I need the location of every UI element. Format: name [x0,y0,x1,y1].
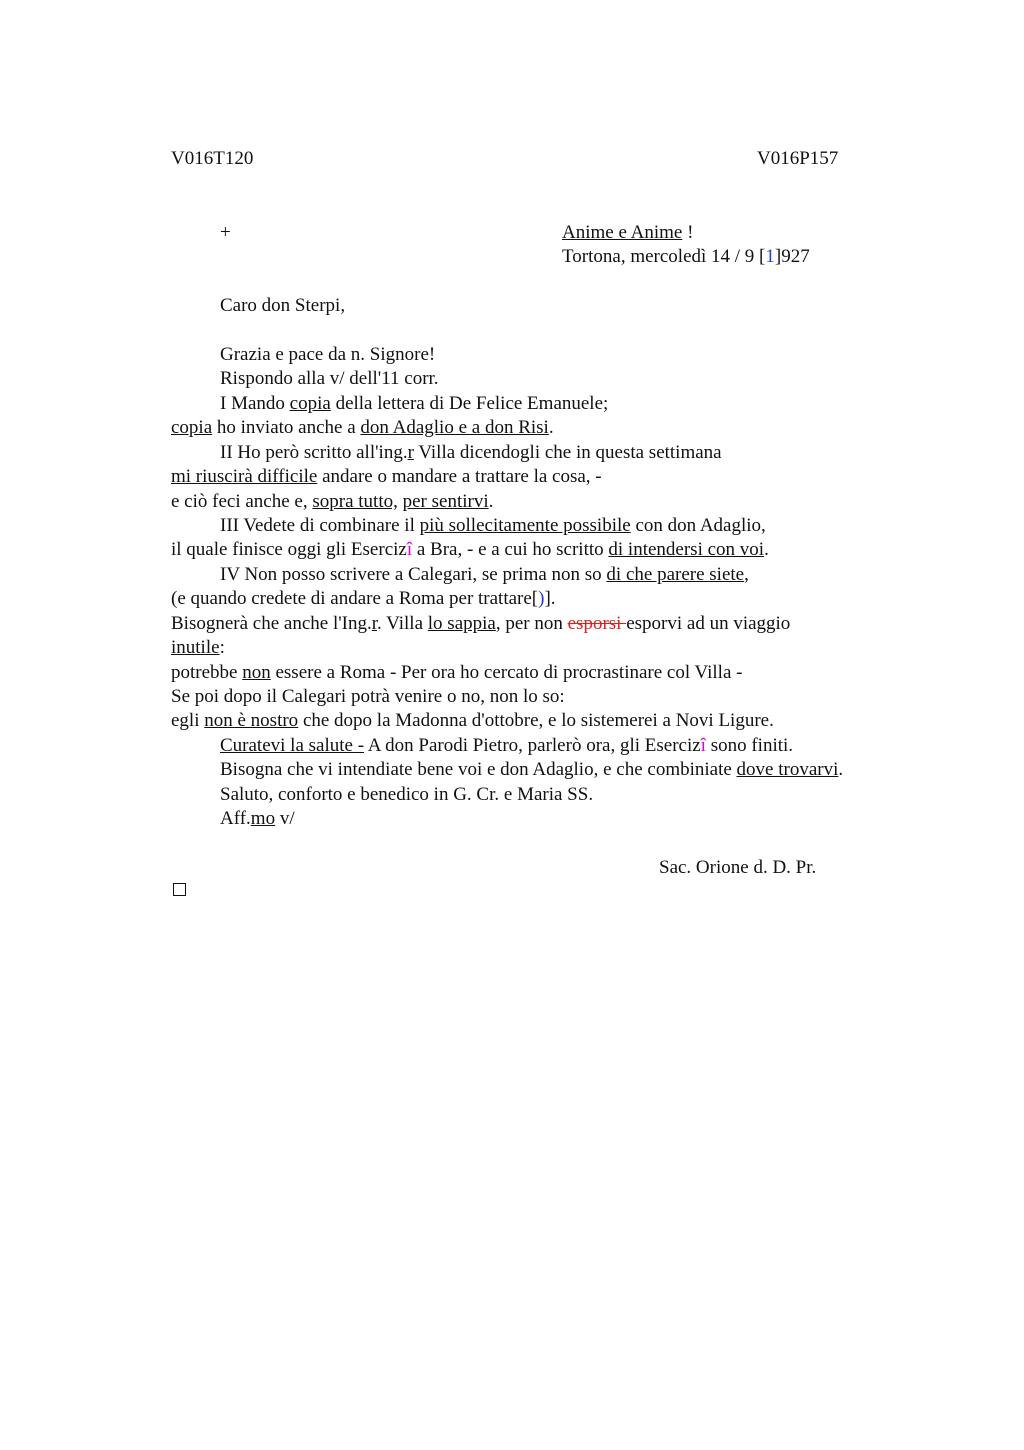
body-line-1: Grazia e pace da n. Signore! [220,344,436,365]
closing: Aff.mo v/ [220,808,295,829]
header-right-code: V016P157 [757,148,839,169]
body-line-13: inutile: [171,637,225,658]
body-line-15: Se poi dopo il Calegari potrà venire o no, non lo so: [171,686,565,707]
editorial-circumflex: î [700,735,706,756]
editorial-circumflex: î [406,539,413,560]
empty-square-icon [173,883,186,896]
body-line-10: IV Non posso scrivere a Calegari, se prima non so di che parere siete, [220,564,749,585]
editorial-digit: 1 [765,246,775,267]
motto: Anime e Anime [562,222,683,243]
body-line-5: II Ho però scritto all'ing.r Villa dicendogli che in questa settimana [220,442,722,463]
body-line-6: mi riuscirà difficile andare o mandare a trattare la cosa, - [171,466,602,487]
body-line-18: Bisogna che vi intendiate bene voi e don Adaglio, e che combiniate dove trovarvi. [220,759,844,780]
motto-exclamation: ! [682,222,694,243]
body-line-8: III Vedete di combinare il più sollecitamente possibile con don Adaglio, [220,515,766,536]
body-line-12: Bisognerà che anche l'Ing.r. Villa lo sappia, per non esporsi esporvi ad un viaggio [171,613,791,634]
header-left-code: V016T120 [171,148,254,169]
body-line-11: (e quando credete di andare a Roma per trattare[)]. [171,588,556,609]
struck-word: esporsi [567,613,627,634]
signature: Sac. Orione d. D. Pr. [659,857,817,878]
body-line-9: il quale finisce oggi gli Esercizî a Bra, - e a cui ho scritto di intendersi con voi. [171,539,769,560]
salutation: Caro don Sterpi, [220,295,346,316]
body-line-17: Curatevi la salute - A don Parodi Pietro, parlerò ora, gli Esercizî sono finiti. [220,735,794,756]
body-line-7: e ciò feci anche e, sopra tutto, per sentirvi. [171,491,494,512]
body-line-19: Saluto, conforto e benedico in G. Cr. e Maria SS. [220,784,594,805]
body-line-4: copia ho inviato anche a don Adaglio e a don Risi. [171,417,554,438]
cross-mark: + [220,222,231,243]
body-line-16: egli non è nostro che dopo la Madonna d'ottobre, e lo sistemerei a Novi Ligure. [171,710,774,731]
date-line: Tortona, mercoledì 14 / 9 [1]927 [562,246,810,267]
body-line-14: potrebbe non essere a Roma - Per ora ho cercato di procrastinare col Villa - [171,662,743,683]
editorial-paren: ) [538,588,545,609]
motto-line [562,221,693,245]
body-line-3: I Mando copia della lettera di De Felice Emanuele; [220,393,609,414]
body-line-2: Rispondo alla v/ dell'11 corr. [220,368,439,389]
